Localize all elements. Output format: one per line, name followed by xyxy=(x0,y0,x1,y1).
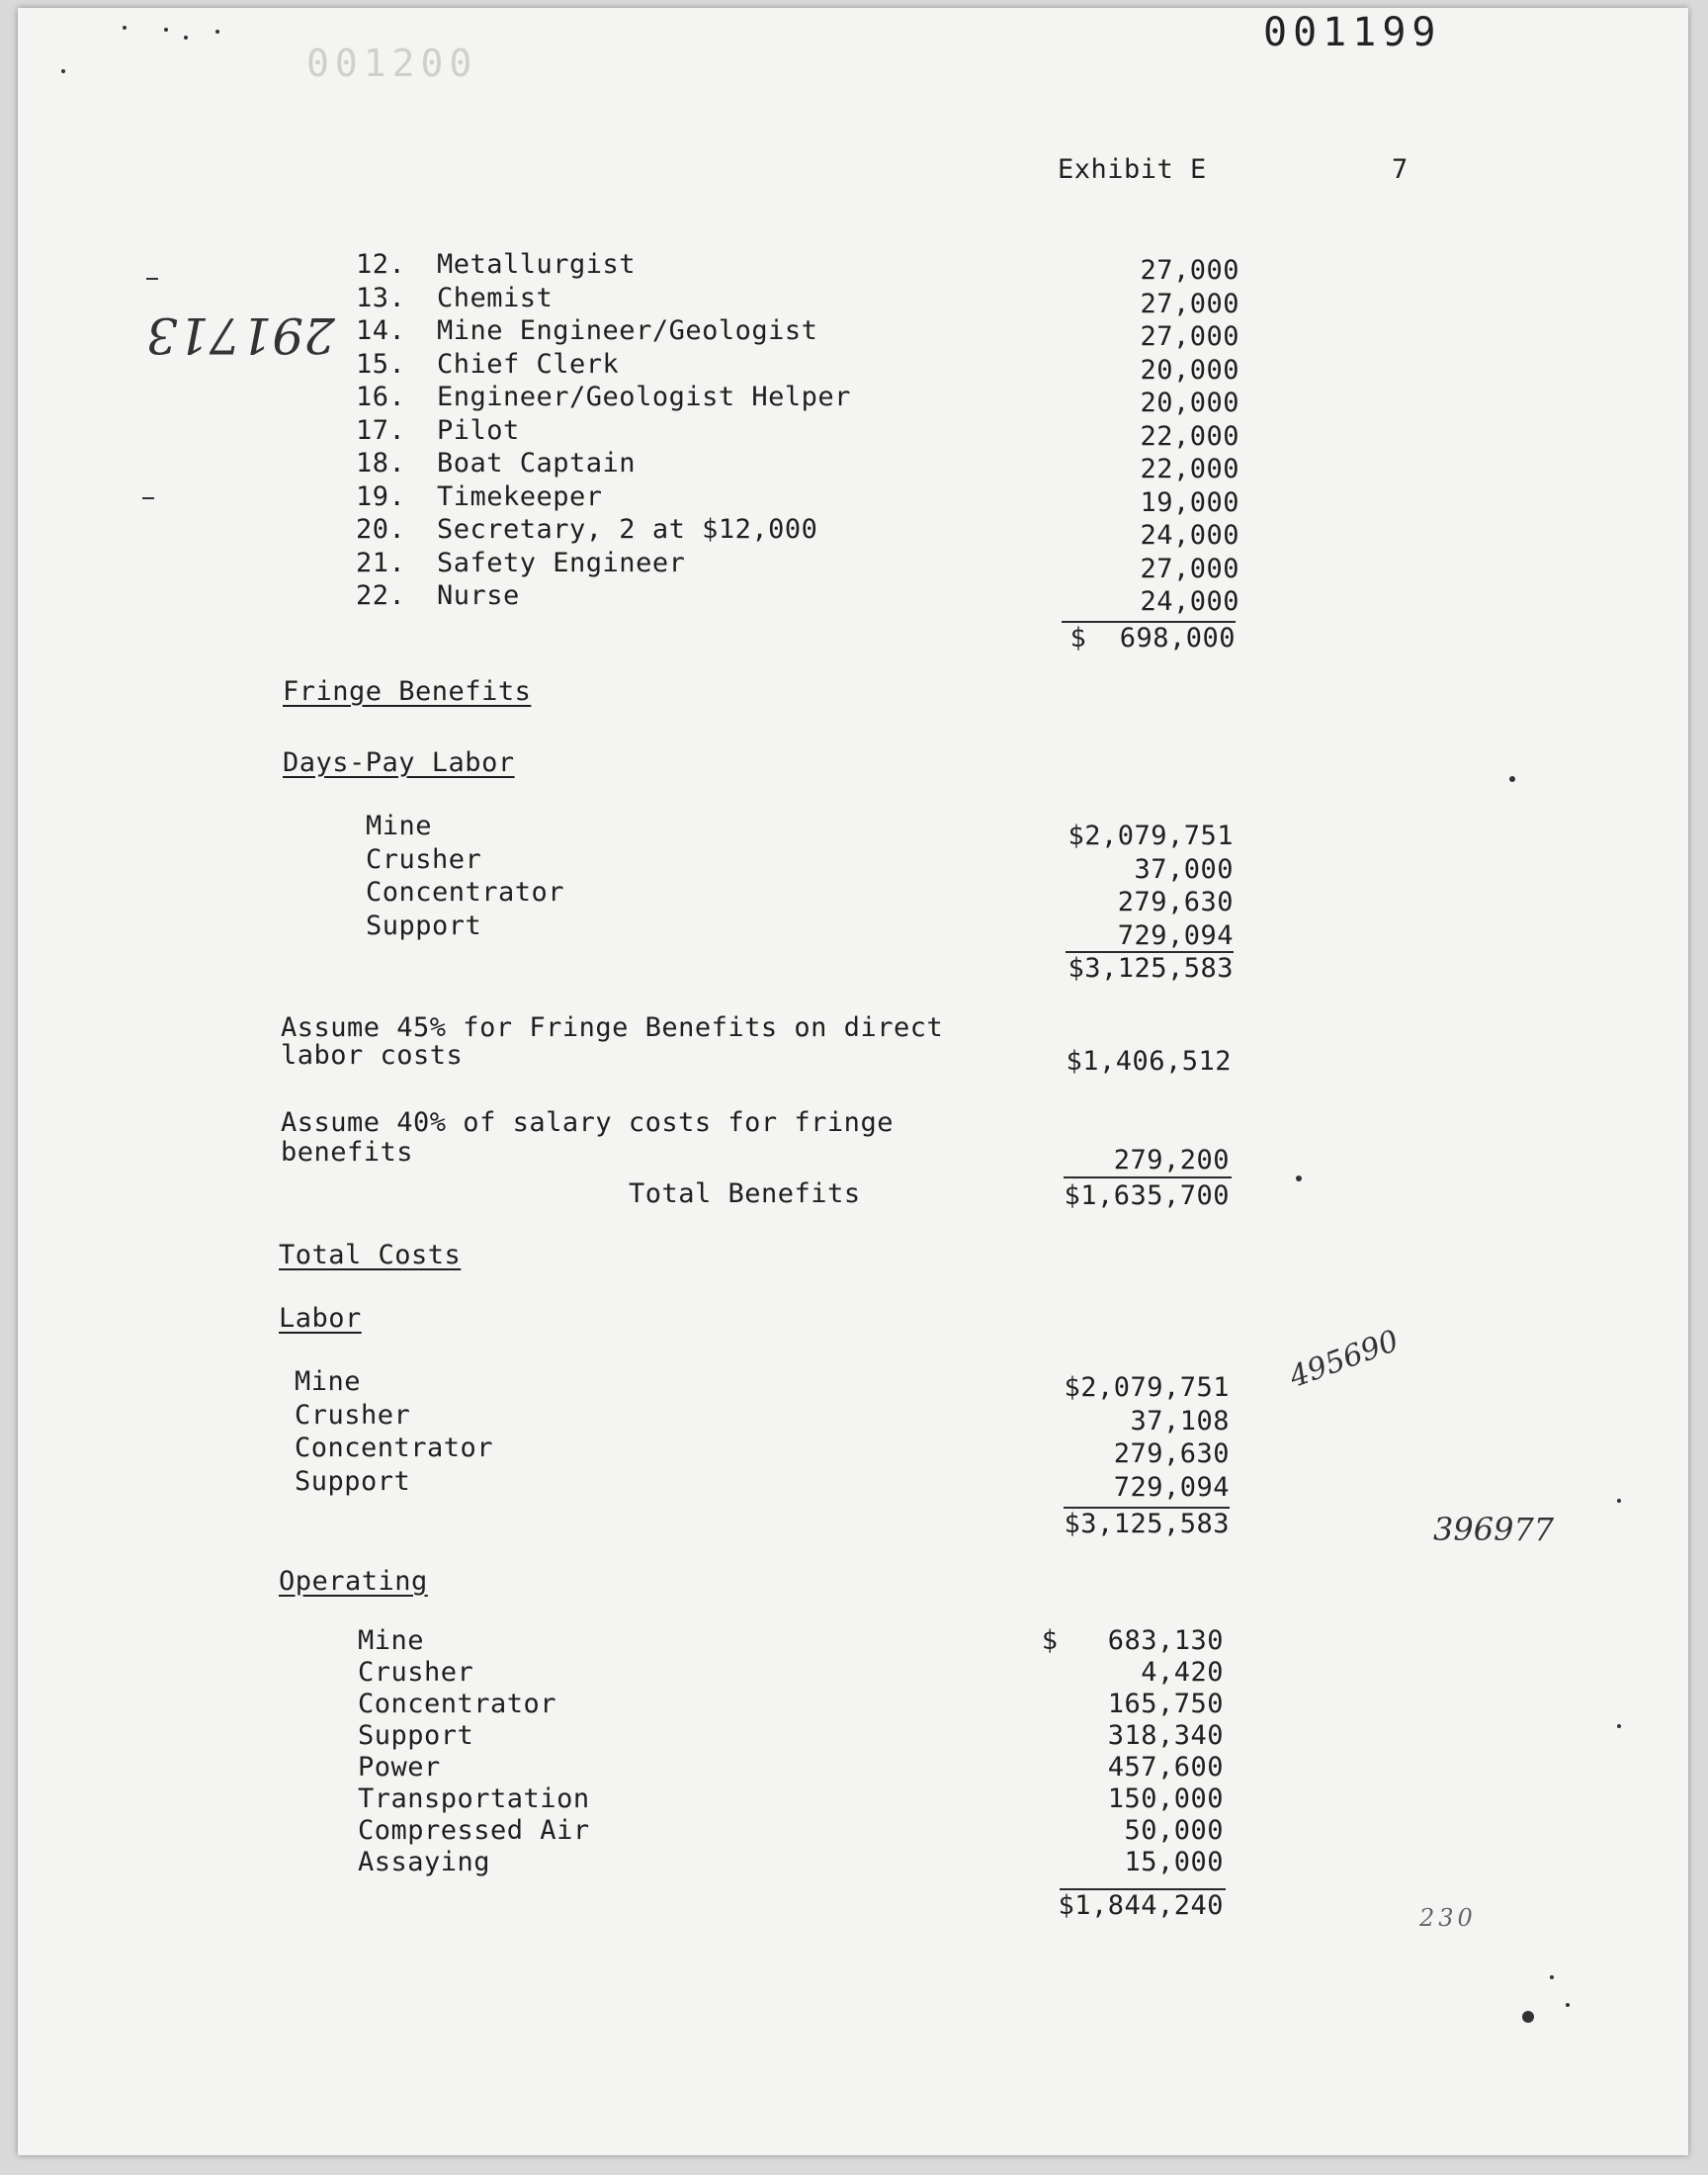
salary-item-amount: 20,000 xyxy=(1140,388,1239,418)
fringe-labor-item-amount: 37,000 xyxy=(1134,853,1234,885)
salary-item-amount: 22,000 xyxy=(1140,420,1239,452)
labor-item-label: Mine xyxy=(295,1366,362,1397)
salary-item-number: 21. xyxy=(356,547,406,578)
fringe-labor-item-amount: 279,630 xyxy=(1117,887,1234,917)
scan-speckles xyxy=(18,8,1688,2155)
salary-item-label: Metallurgist xyxy=(437,249,637,280)
operating-item-amount: $ 683,130 xyxy=(1041,1625,1224,1656)
operating-item-amount: 4,420 xyxy=(1141,1657,1224,1688)
assume-45-text-line1: Assume 45% for Fringe Benefits on direct xyxy=(281,1012,944,1043)
operating-item-amount: 318,340 xyxy=(1107,1720,1224,1751)
operating-item-label: Crusher xyxy=(358,1657,474,1688)
assume-40-text-line1: Assume 40% of salary costs for fringe xyxy=(281,1107,894,1138)
salary-item-label: Boat Captain xyxy=(437,448,637,478)
document-stamp-number: 001199 xyxy=(1263,10,1442,55)
assume-40-text-line2: benefits xyxy=(281,1137,414,1168)
labor-heading: Labor xyxy=(279,1303,362,1334)
salary-item-label: Chemist xyxy=(437,282,554,313)
salary-item-number: 17. xyxy=(356,414,406,446)
salary-item-number: 18. xyxy=(356,448,406,478)
labor-item-label: Crusher xyxy=(295,1399,411,1431)
fringe-labor-item-label: Support xyxy=(366,910,482,941)
fringe-labor-item-label: Mine xyxy=(366,811,433,841)
labor-item-amount: 729,094 xyxy=(1113,1471,1230,1503)
total-costs-heading: Total Costs xyxy=(279,1240,462,1270)
handwritten-note-footer: 230 xyxy=(1419,1904,1477,1932)
salary-total: $ 698,000 xyxy=(1069,623,1236,653)
salary-item-amount: 27,000 xyxy=(1140,553,1239,584)
days-pay-labor-heading: Days-Pay Labor xyxy=(283,747,515,778)
salary-item-label: Engineer/Geologist Helper xyxy=(437,382,851,412)
salary-item-amount: 22,000 xyxy=(1140,454,1239,484)
salary-item-label: Mine Engineer/Geologist xyxy=(437,315,818,346)
page-number: 7 xyxy=(1392,154,1409,185)
salary-item-number: 14. xyxy=(356,315,406,346)
fringe-benefits-heading: Fringe Benefits xyxy=(283,676,532,707)
labor-item-label: Concentrator xyxy=(295,1433,494,1463)
handwritten-note-labor: 495690 xyxy=(1285,1323,1404,1395)
assume-45-amount: $1,406,512 xyxy=(1066,1046,1232,1077)
operating-item-amount: 150,000 xyxy=(1107,1784,1224,1814)
salary-item-number: 19. xyxy=(356,480,406,512)
fringe-labor-item-label: Crusher xyxy=(366,843,482,875)
operating-item-amount: 457,600 xyxy=(1107,1752,1224,1783)
operating-item-amount: 15,000 xyxy=(1124,1847,1224,1877)
operating-item-label: Transportation xyxy=(358,1784,590,1814)
salary-item-label: Safety Engineer xyxy=(437,547,686,578)
fringe-labor-item-label: Concentrator xyxy=(366,877,565,908)
operating-item-amount: 50,000 xyxy=(1124,1815,1224,1846)
operating-item-label: Concentrator xyxy=(358,1689,557,1719)
operating-item-label: Power xyxy=(358,1752,441,1783)
assume-45-text-line2: labor costs xyxy=(281,1040,464,1071)
ghost-stamp-number: 001200 xyxy=(306,42,478,85)
fringe-labor-item-amount: $2,079,751 xyxy=(1068,821,1234,851)
salary-item-number: 16. xyxy=(356,382,406,412)
labor-item-amount: 279,630 xyxy=(1113,1438,1230,1469)
salary-item-label: Timekeeper xyxy=(437,480,603,512)
operating-item-label: Assaying xyxy=(358,1847,491,1877)
salary-item-number: 22. xyxy=(356,580,406,611)
labor-item-label: Support xyxy=(295,1465,411,1497)
ghost-margin-note: 291713 xyxy=(146,306,335,364)
salary-item-amount: 24,000 xyxy=(1140,520,1239,551)
fringe-labor-item-amount: 729,094 xyxy=(1117,919,1234,951)
labor-item-amount: $2,079,751 xyxy=(1064,1372,1230,1403)
salary-item-amount: 19,000 xyxy=(1140,486,1239,518)
salary-item-amount: 27,000 xyxy=(1140,255,1239,286)
operating-heading: Operating xyxy=(279,1566,428,1597)
operating-total: $1,844,240 xyxy=(1058,1890,1224,1921)
salary-item-amount: 24,000 xyxy=(1140,586,1239,617)
salary-item-amount: 27,000 xyxy=(1140,288,1239,319)
salary-item-number: 12. xyxy=(356,249,406,280)
total-benefits-label: Total Benefits xyxy=(629,1178,861,1209)
salary-item-number: 15. xyxy=(356,348,406,380)
salary-item-amount: 27,000 xyxy=(1140,321,1239,352)
assume-40-amount: 279,200 xyxy=(1113,1145,1230,1175)
salary-item-number: 20. xyxy=(356,514,406,545)
operating-item-label: Mine xyxy=(358,1625,425,1656)
operating-item-label: Compressed Air xyxy=(358,1815,590,1846)
document-page xyxy=(18,8,1688,2155)
salary-item-amount: 20,000 xyxy=(1140,354,1239,386)
labor-total: $3,125,583 xyxy=(1064,1509,1230,1539)
labor-item-amount: 37,108 xyxy=(1130,1405,1230,1436)
salary-item-label: Chief Clerk xyxy=(437,348,620,380)
fringe-labor-subtotal: $3,125,583 xyxy=(1068,953,1234,984)
salary-item-label: Nurse xyxy=(437,580,520,611)
salary-item-number: 13. xyxy=(356,282,406,313)
salary-item-label: Pilot xyxy=(437,414,520,446)
handwritten-note-total: 396977 xyxy=(1433,1511,1555,1548)
exhibit-label: Exhibit E xyxy=(1058,154,1207,185)
total-benefits-amount: $1,635,700 xyxy=(1064,1180,1230,1211)
salary-item-label: Secretary, 2 at $12,000 xyxy=(437,514,818,545)
operating-item-label: Support xyxy=(358,1720,474,1751)
operating-item-amount: 165,750 xyxy=(1107,1689,1224,1719)
